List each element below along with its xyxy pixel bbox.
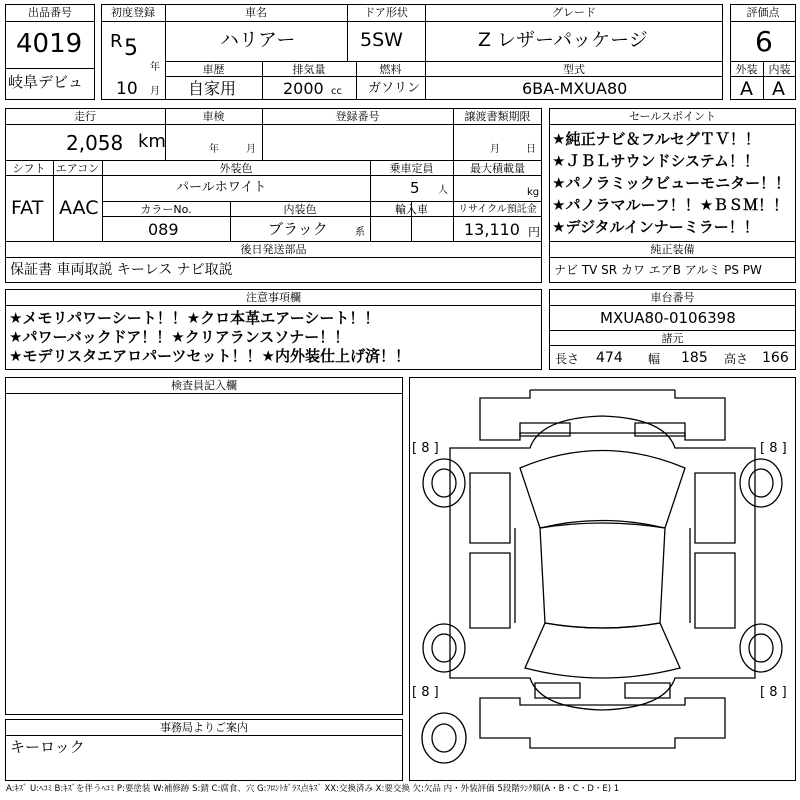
chassis-label: 車台番号 [650,291,695,304]
int-score: A [772,78,785,100]
first-reg-year-unit: 年 [150,62,160,73]
int-color-value: ブラック [268,220,328,238]
door-value: 5SW [360,29,403,51]
displacement-value: 2000 [283,79,324,98]
sales-point-3: ★パノラミックビューモニター！！ [552,174,791,192]
color-no-label: カラーNo. [140,203,192,216]
dims-label: 諸元 [661,332,684,345]
ac-label: エアコン [55,162,100,175]
first-reg-month: 10 [116,79,138,99]
note-line-1: ★メモリパワーシート！！★クロ本革エアーシート！！ [9,309,380,327]
width-value: 185 [681,350,708,366]
tire-mark-rear-right: [ 8 ] [760,685,787,700]
ext-color-value: パールホワイト [176,180,267,195]
sales-points-label: セールスポイント [628,110,716,123]
doc-deadline-month-unit: 月 [490,144,500,155]
score-value: 6 [755,25,773,58]
width-label: 幅 [648,352,661,366]
sales-point-1: ★純正ナビ＆フルセグＴＶ！！ [552,130,760,148]
displacement-unit: cc [331,86,342,97]
car-name: ハリアー [220,29,296,51]
office-value: キーロック [10,738,85,756]
lot-number: 4019 [16,29,83,59]
note-line-2: ★パワーバックドア！！★クリアランスソナー！！ [9,328,350,346]
grade-value: Z レザーパッケージ [478,29,648,51]
chassis-value: MXUA80-0106398 [600,309,736,327]
mileage-label: 走行 [74,110,96,123]
fuel-value: ガソリン [368,81,421,96]
ext-color-label: 外装色 [219,162,253,175]
model-label: 型式 [563,63,585,76]
history-value: 自家用 [188,79,237,98]
lot-label: 出品番号 [28,6,72,19]
shift-label: シフト [12,162,46,175]
history-label: 車歴 [202,63,225,76]
equipment-value: ナビ TV SR カワ エアB アルミ PS PW [554,263,762,277]
score-label: 評価点 [746,6,780,19]
grade-label: グレード [552,6,596,19]
ext-score: A [740,78,753,100]
length-label: 長さ [555,352,580,366]
height-label: 高さ [724,352,749,366]
damage-legend: A:ｷｽﾞ U:ﾍｺﾐ B:ｷｽﾞを伴うﾍｺﾐ P:要塗装 W:補修跡 S:錆 C:腐食、穴 G:ﾌﾛﾝﾄｶﾞﾗｽ点ｷｽﾞ XX:交換済み X:要交換 欠:欠品 内・外装評価 5段階ﾗﾝｸ順(A・B・C・D・E) 1 [6,784,620,794]
doc-deadline-label: 譲渡書類期限 [464,110,531,123]
model-value: 6BA-MXUA80 [522,79,628,98]
tire-mark-rear-left: [ 8 ] [412,685,439,700]
door-label: ドア形状 [364,6,408,19]
mileage-unit: km [138,131,166,152]
int-score-label: 内装 [768,63,791,76]
sales-point-4: ★パノラマルーフ！！★ＢＳＭ！！ [552,196,789,214]
seats-label: 乗車定員 [389,162,434,175]
import-label: 輸入車 [395,203,428,216]
first-reg-year: 5 [124,36,138,61]
fuel-label: 燃料 [379,63,402,76]
int-color-label: 内装色 [283,203,317,216]
seats-unit: 人 [438,185,448,196]
length-value: 474 [596,350,623,366]
note-line-3: ★モデリスタエアロパーツセット！！★内外装仕上げ済！！ [9,347,410,365]
doc-deadline-day-unit: 日 [526,144,536,155]
seats-value: 5 [410,179,420,197]
notes-label: 注意事項欄 [246,291,301,304]
color-no-value: 089 [148,220,179,239]
ac-value: AAC [59,197,99,219]
office-label: 事務局よりご案内 [160,721,248,734]
height-value: 166 [762,350,789,366]
sales-point-5: ★デジタルインナーミラー！！ [552,218,759,236]
recycle-value: 13,110 [464,220,520,239]
inspection-year-unit: 年 [209,144,219,155]
car-name-label: 車名 [245,6,267,19]
ext-score-label: 外装 [735,63,758,76]
first-reg-label: 初度登録 [111,6,155,19]
max-load-unit: kg [527,187,540,198]
later-parts-value: 保証書 車両取説 キーレス ナビ取説 [10,262,233,278]
shift-value: FAT [11,197,44,219]
mileage-value: 2,058 [66,131,124,155]
venue-name: 岐阜デビュ [8,73,84,91]
later-parts-label: 後日発送部品 [240,243,307,256]
max-load-label: 最大積載量 [470,162,525,175]
int-color-suffix: 系 [355,227,365,238]
tire-mark-front-left: [ 8 ] [412,441,439,456]
inspector-label: 検査員記入欄 [171,379,237,392]
tire-mark-front-right: [ 8 ] [760,441,787,456]
inspection-label: 車検 [202,110,225,123]
first-reg-month-unit: 月 [150,86,160,97]
equipment-label: 純正装備 [650,243,695,256]
recycle-unit: 円 [528,225,541,239]
registration-label: 登録番号 [335,110,380,123]
inspection-month-unit: 月 [246,144,256,155]
displacement-label: 排気量 [292,63,326,76]
first-reg-era: R [110,31,123,52]
car-diagram [409,377,796,781]
sales-point-2: ★ＪＢＬサウンドシステム！！ [552,152,759,170]
inspector-box [5,377,403,715]
recycle-label: リサイクル預託金 [458,204,537,215]
